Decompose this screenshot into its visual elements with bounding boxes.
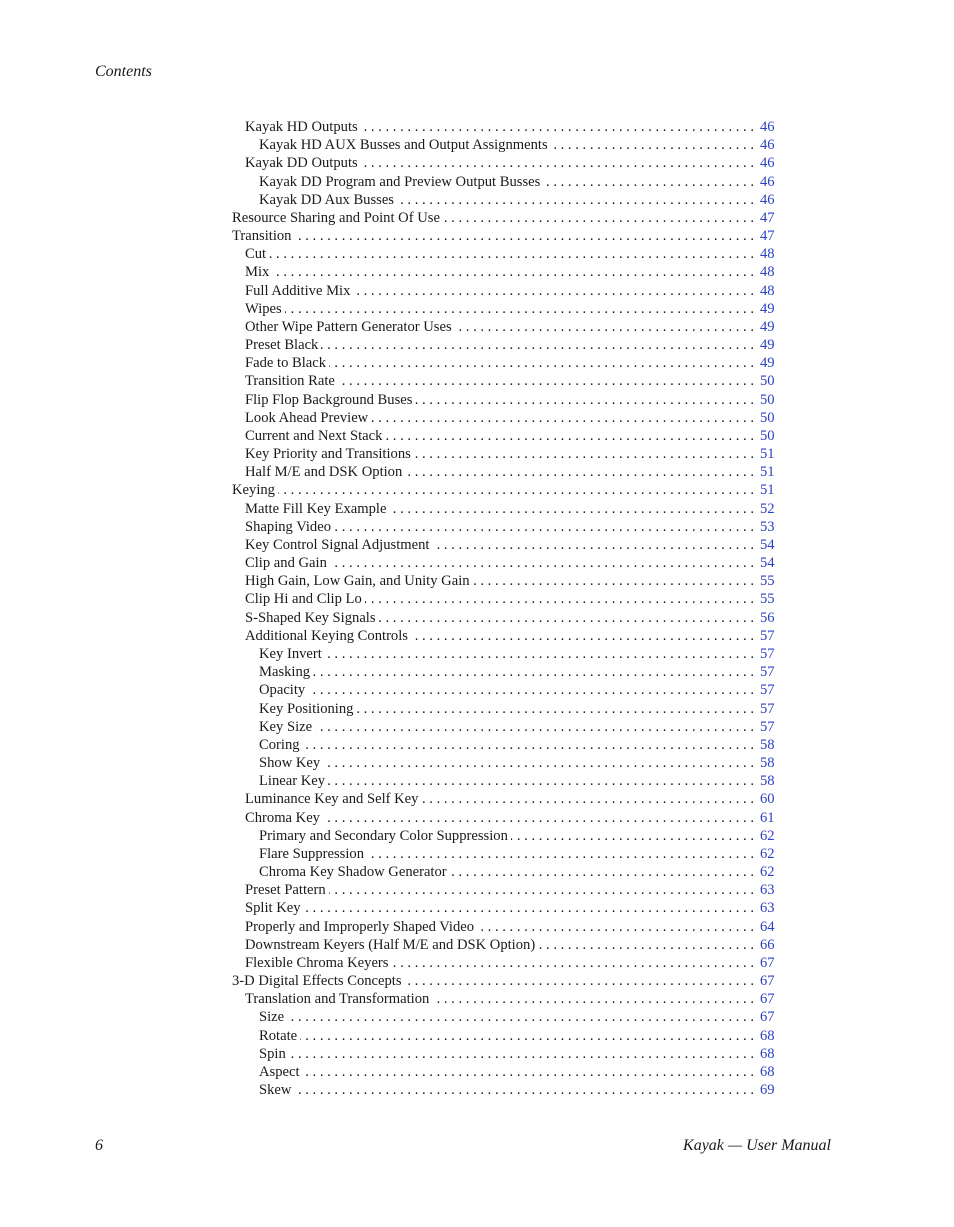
toc-dot-leader [450,863,754,881]
toc-page-link[interactable]: 54 [760,536,775,553]
toc-dot-leader [538,936,754,954]
toc-page-link[interactable]: 67 [760,991,775,1008]
toc-page-link[interactable]: 49 [760,318,775,335]
toc-entry-title: 3-D Digital Effects Concepts [232,973,402,990]
toc-entry-title: Shaping Video [245,518,332,535]
toc-entry-title: Show Key [259,755,321,772]
toc-dot-leader [389,500,754,518]
toc-dot-leader [397,191,754,209]
toc-entry-title: Opacity [259,682,306,699]
toc-entry[interactable] [232,300,778,318]
toc-entry-title: Key Positioning [259,700,354,717]
toc-dot-leader [287,1008,754,1026]
toc-dot-leader [385,427,754,445]
toc-entry[interactable] [232,990,778,1008]
toc-entry[interactable] [232,590,778,608]
toc-page-link[interactable]: 63 [760,900,775,917]
toc-entry-title: Additional Keying Controls [245,627,408,644]
toc-page-link[interactable]: 67 [760,954,775,971]
toc-entry[interactable] [232,118,778,136]
toc-dot-leader [356,700,754,718]
toc-entry-title: Preset Pattern [245,882,326,899]
toc-entry-title: Aspect [259,1063,300,1080]
toc-dot-leader [303,736,754,754]
toc-entry[interactable] [232,554,778,572]
toc-dot-leader [371,409,754,427]
toc-entry[interactable] [232,354,778,372]
toc-page-link[interactable]: 51 [760,446,775,463]
running-head-title: Contents [95,63,152,80]
toc-entry[interactable] [232,572,778,590]
toc-page-link[interactable]: 68 [760,1063,775,1080]
toc-page-link[interactable]: 57 [760,664,775,681]
toc-entry-title: Key Priority and Transitions [245,446,411,463]
toc-dot-leader [411,627,754,645]
toc-dot-leader [443,209,754,227]
toc-entry[interactable] [232,372,778,390]
toc-page-link[interactable]: 50 [760,427,775,444]
toc-entry[interactable] [232,409,778,427]
toc-entry-title: Cut [245,246,267,263]
toc-entry[interactable] [232,227,778,245]
toc-page-link[interactable]: 49 [760,355,775,372]
toc-dot-leader [329,881,754,899]
toc-entry[interactable] [232,627,778,645]
toc-dot-leader [432,990,754,1008]
toc-page-link[interactable]: 46 [760,173,775,190]
toc-entry[interactable] [232,700,778,718]
toc-dot-leader [415,391,754,409]
toc-dot-leader [455,318,754,336]
toc-dot-leader [551,136,754,154]
toc-entry[interactable] [232,391,778,409]
toc-entry[interactable] [232,754,778,772]
toc-entry[interactable] [232,209,778,227]
toc-dot-leader [308,681,754,699]
toc-entry-title: Transition [232,228,292,245]
toc-entry[interactable] [232,1008,778,1026]
toc-page-link[interactable]: 49 [760,300,775,317]
footer-manual-title: Kayak — User Manual [683,1137,831,1154]
toc-entry-title: Mix [245,264,270,281]
toc-entry[interactable] [232,282,778,300]
toc-page-link[interactable]: 62 [760,845,775,862]
toc-dot-leader [391,954,754,972]
toc-page-link[interactable]: 50 [760,409,775,426]
toc-entry[interactable] [232,663,778,681]
toc-dot-leader [353,282,754,300]
toc-page-link[interactable]: 55 [760,591,775,608]
toc-dot-leader [361,118,754,136]
toc-entry[interactable] [232,1063,778,1081]
toc-entry-title: Primary and Secondary Color Suppression [259,827,508,844]
toc-entry[interactable] [232,899,778,917]
toc-entry[interactable] [232,318,778,336]
toc-dot-leader [329,354,754,372]
toc-entry[interactable] [232,609,778,627]
toc-dot-leader [321,336,754,354]
toc-entry-title: Current and Next Stack [245,427,383,444]
toc-dot-leader [421,790,754,808]
toc-page-link[interactable]: 54 [760,555,775,572]
toc-dot-leader [294,1081,754,1099]
toc-entry[interactable] [232,881,778,899]
toc-entry-title: Masking [259,664,311,681]
toc-dot-leader [323,754,754,772]
toc-entry[interactable] [232,863,778,881]
toc-page-link[interactable]: 57 [760,700,775,717]
toc-entry-title: Chroma Key [245,809,320,826]
toc-entry[interactable] [232,191,778,209]
toc-entry-title: Kayak DD Outputs [245,155,358,172]
toc-entry[interactable] [232,790,778,808]
toc-dot-leader [473,572,754,590]
toc-entry[interactable] [232,263,778,281]
toc-page-link[interactable]: 64 [760,918,775,935]
toc-entry-title: Split Key [245,900,301,917]
toc-dot-leader [334,518,754,536]
toc-entry[interactable] [232,681,778,699]
toc-entry-title: Chroma Key Shadow Generator [259,864,447,881]
toc-dot-leader [432,536,754,554]
toc-page-link[interactable]: 58 [760,755,775,772]
toc-entry[interactable] [232,936,778,954]
toc-entry[interactable] [232,809,778,827]
toc-entry[interactable] [232,972,778,990]
toc-entry[interactable] [232,845,778,863]
toc-dot-leader [543,173,754,191]
toc-dot-leader [313,663,754,681]
toc-page-link[interactable]: 57 [760,627,775,644]
toc-entry-title: Keying [232,482,275,499]
toc-entry[interactable] [232,718,778,736]
toc-entry-title: Translation and Transformation [245,991,430,1008]
toc-page-link[interactable]: 66 [760,936,775,953]
toc-entry-title: Flip Flop Background Buses [245,391,413,408]
toc-page-link[interactable]: 58 [760,736,775,753]
toc-entry[interactable] [232,536,778,554]
toc-entry-title: Coring [259,736,300,753]
toc-entry[interactable] [232,245,778,263]
toc-entry-title: Clip Hi and Clip Lo [245,591,362,608]
toc-dot-leader [272,263,754,281]
toc-page-link[interactable]: 46 [760,155,775,172]
toc-entry-title: Matte Fill Key Example [245,500,387,517]
toc-page-link[interactable]: 62 [760,827,775,844]
toc-entry-title: Key Invert [259,645,322,662]
toc-entry[interactable] [232,336,778,354]
toc-entry-title: Half M/E and DSK Option [245,464,403,481]
toc-page-link[interactable]: 60 [760,791,775,808]
toc-page-link[interactable]: 53 [760,518,775,535]
toc-page-link[interactable]: 67 [760,1009,775,1026]
toc-entry-title: Full Additive Mix [245,282,351,299]
toc-entry[interactable] [232,481,778,499]
toc-dot-leader [269,245,754,263]
toc-entry-title: Size [259,1009,285,1026]
toc-entry-title: Wipes [245,300,282,317]
toc-entry[interactable] [232,518,778,536]
toc-dot-leader [278,481,754,499]
toc-dot-leader [367,845,754,863]
toc-dot-leader [328,772,754,790]
toc-entry[interactable] [232,1045,778,1063]
toc-page-link[interactable]: 49 [760,337,775,354]
toc-entry-title: Transition Rate [245,373,335,390]
toc-entry-title: Flare Suppression [259,845,364,862]
toc-dot-leader [405,463,754,481]
toc-page-link[interactable]: 51 [760,464,775,481]
toc-entry[interactable] [232,445,778,463]
toc-page-link[interactable]: 57 [760,682,775,699]
toc-page-link[interactable]: 68 [760,1027,775,1044]
toc-entry-title: Spin [259,1045,286,1062]
toc-entry-title: High Gain, Low Gain, and Unity Gain [245,573,470,590]
toc-page-link[interactable]: 61 [760,809,775,826]
toc-dot-leader [323,809,754,827]
toc-entry-title: Preset Black [245,337,319,354]
toc-dot-leader [477,918,754,936]
toc-dot-leader [300,1027,754,1045]
toc-dot-leader [303,1063,754,1081]
toc-page-link[interactable]: 46 [760,191,775,208]
toc-dot-leader [294,227,754,245]
toc-page-link[interactable]: 48 [760,246,775,263]
toc-entry-title: Downstream Keyers (Half M/E and DSK Option) [245,936,536,953]
toc-entry-title: Look Ahead Preview [245,409,369,426]
toc-entry-title: Kayak DD Aux Busses [259,191,394,208]
toc-dot-leader [414,445,754,463]
toc-page-link[interactable]: 69 [760,1082,775,1099]
toc-page-link[interactable]: 46 [760,119,775,135]
footer-page-number: 6 [95,1137,103,1154]
toc-dot-leader [365,590,754,608]
toc-entry-title: Flexible Chroma Keyers [245,954,389,971]
toc-page-link[interactable]: 46 [760,137,775,154]
toc-entry-title: Other Wipe Pattern Generator Uses [245,318,452,335]
toc-entry-title: Kayak HD AUX Busses and Output Assignments [259,137,548,154]
toc-entry-title: S-Shaped Key Signals [245,609,376,626]
toc-page-link[interactable]: 50 [760,373,775,390]
toc-entry-title: Key Size [259,718,313,735]
toc-dot-leader [315,718,754,736]
toc-page-link[interactable]: 57 [760,645,775,662]
toc-dot-leader [289,1045,754,1063]
toc-dot-leader [330,554,754,572]
toc-entry-title: Kayak DD Program and Preview Output Busses [259,173,541,190]
toc-entry-title: Skew [259,1082,292,1099]
toc-dot-leader [304,899,754,917]
toc-dot-leader [361,154,754,172]
toc-entry-title: Properly and Improperly Shaped Video [245,918,475,935]
toc-page-link[interactable]: 47 [760,209,775,226]
toc-page-link[interactable]: 48 [760,282,775,299]
toc-dot-leader [285,300,754,318]
toc-page-link[interactable]: 50 [760,391,775,408]
toc-entry-title: Resource Sharing and Point Of Use [232,209,440,226]
toc-entry[interactable] [232,463,778,481]
toc-entry-title: Clip and Gain [245,555,327,572]
toc-page-link[interactable]: 51 [760,482,775,499]
toc-entry[interactable] [232,954,778,972]
toc-entry[interactable] [232,772,778,790]
toc-page-link[interactable]: 57 [760,718,775,735]
toc-entry-title: Rotate [259,1027,298,1044]
toc-page-link[interactable]: 56 [760,609,775,626]
table-of-contents [232,118,778,1099]
toc-entry-title: Fade to Black [245,355,327,372]
toc-entry-title: Key Control Signal Adjustment [245,536,430,553]
toc-dot-leader [338,372,754,390]
toc-entry[interactable] [232,500,778,518]
toc-entry[interactable] [232,645,778,663]
toc-dot-leader [405,972,754,990]
toc-entry[interactable] [232,136,778,154]
toc-entry[interactable] [232,1027,778,1045]
toc-entry[interactable] [232,427,778,445]
toc-page-link[interactable]: 63 [760,882,775,899]
toc-dot-leader [325,645,754,663]
toc-page-link[interactable]: 62 [760,864,775,881]
toc-page-link[interactable]: 68 [760,1045,775,1062]
toc-entry[interactable] [232,173,778,191]
toc-page-link[interactable]: 47 [760,228,775,245]
toc-entry-title: Linear Key [259,773,326,790]
toc-page-link[interactable]: 55 [760,573,775,590]
toc-page-link[interactable]: 67 [760,973,775,990]
toc-entry[interactable] [232,827,778,845]
toc-entry[interactable] [232,918,778,936]
toc-dot-leader [379,609,754,627]
toc-entry[interactable] [232,736,778,754]
toc-dot-leader [511,827,754,845]
toc-entry-title: Kayak HD Outputs [245,119,358,135]
toc-page-link[interactable]: 58 [760,773,775,790]
toc-page-link[interactable]: 48 [760,264,775,281]
toc-entry[interactable] [232,154,778,172]
toc-page-link[interactable]: 52 [760,500,775,517]
toc-entry-title: Luminance Key and Self Key [245,791,419,808]
toc-entry[interactable] [232,1081,778,1099]
